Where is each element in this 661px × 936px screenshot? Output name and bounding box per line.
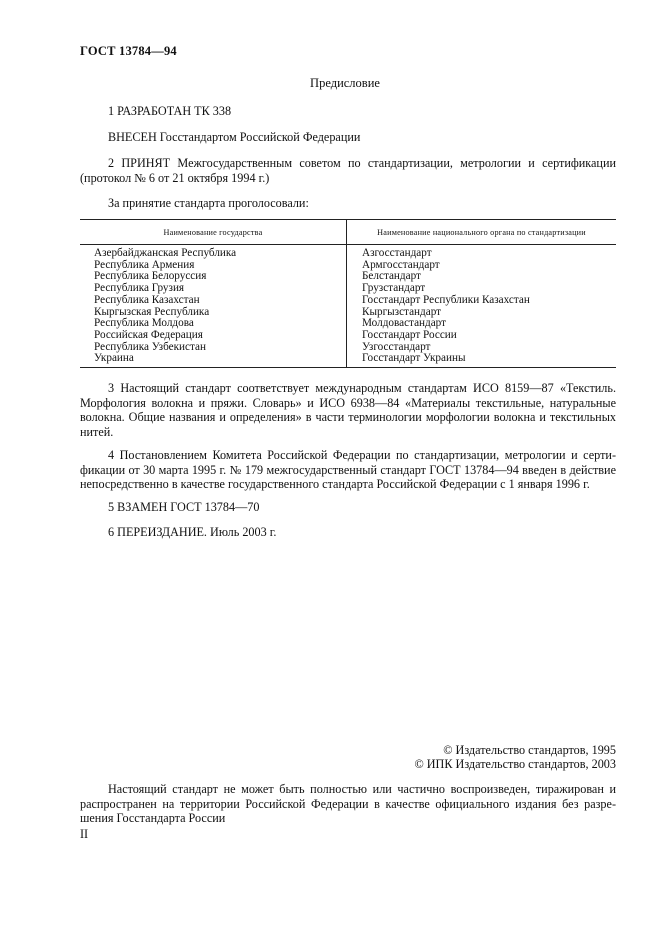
- table-header-body: Наименование национального органа по стандартизации: [347, 220, 617, 245]
- standards-body: Узгосстандарт: [362, 340, 431, 353]
- standards-body: Кыргызстандарт: [362, 305, 442, 318]
- table-row: [80, 330, 616, 342]
- state-name: Республика Узбекистан: [80, 342, 347, 354]
- standards-body: Госстандарт России: [362, 328, 457, 341]
- copyright-1995: © Издательство стандартов, 1995: [443, 743, 616, 757]
- standards-body: Белстандарт: [362, 270, 421, 283]
- standards-body: Госстандарт Республики Казахстан: [362, 293, 530, 306]
- state-name: Азербайджанская Республика: [80, 245, 347, 260]
- table-row: [80, 353, 616, 367]
- document-code: ГОСТ 13784—94: [80, 44, 177, 58]
- item-introduced: ВНЕСЕН Госстандартом Российской Федерации: [108, 130, 361, 144]
- reproduction-notice: Настоящий стандарт не может быть полностью или частично воспроизведен, тиражирован и распространен на территории Российской Федерации в качестве официального издания без разрешения Госстандарта России: [80, 782, 616, 825]
- table-row: [80, 342, 616, 354]
- item-resolution: 4 Постановлением Комитета Российской Федерации по стандартизации, метрологии и сертификации от 30 марта 1995 г. № 179 межгосударственный стандарт ГОСТ 13784—94 введен в действие непосредственно в качестве государственного стандарта Российской Федерации с 1 января 1996 г.: [80, 448, 616, 491]
- standards-body: Армгосстандарт: [362, 258, 440, 271]
- item-reissue: 6 ПЕРЕИЗДАНИЕ. Июль 2003 г.: [108, 525, 277, 539]
- standards-body: Молдовастандарт: [362, 317, 447, 330]
- state-name: Украина: [80, 353, 347, 367]
- table-header-state: Наименование государства: [80, 220, 347, 245]
- standards-body: Азгосстандарт: [362, 247, 432, 259]
- state-name: Российская Федерация: [80, 330, 347, 342]
- copyright-2003: © ИПК Издательство стандартов, 2003: [414, 757, 616, 771]
- standards-body: Грузстандарт: [362, 282, 426, 295]
- state-name: Республика Казахстан: [80, 295, 347, 307]
- state-name: Республика Грузия: [80, 283, 347, 295]
- table-row: [80, 245, 616, 260]
- state-name: Кыргызская Республика: [80, 307, 347, 319]
- state-name: Республика Белоруссия: [80, 271, 347, 283]
- item-voted: За принятие стандарта проголосовали:: [108, 196, 309, 210]
- table-row: [80, 295, 616, 307]
- table-header-row: [80, 220, 616, 245]
- item-replaces: 5 ВЗАМЕН ГОСТ 13784—70: [108, 500, 260, 514]
- item-developed: 1 РАЗРАБОТАН ТК 338: [108, 104, 232, 118]
- state-name: Республика Армения: [80, 260, 347, 272]
- page-title: Предисловие: [310, 76, 380, 90]
- item-compliance: 3 Настоящий стандарт соответствует международным стандартам ИСО 8159—87 «Текстиль. Морфология волокна и пряжи. Словарь» и ИСО 6938—84 «Материалы текстильные, натуральные волокна. Общие названия и определения» в части терминологии морфологии волокна и текстильных нитей.: [80, 381, 616, 439]
- state-name: Республика Молдова: [80, 318, 347, 330]
- standards-body: Госстандарт Украины: [347, 353, 617, 367]
- page-number: II: [80, 827, 89, 841]
- item-adopted: 2 ПРИНЯТ Межгосударственным советом по стандартизации, метрологии и сертификации (протокол № 6 от 21 октября 1994 г.): [80, 156, 616, 185]
- voting-states-table: [80, 219, 616, 368]
